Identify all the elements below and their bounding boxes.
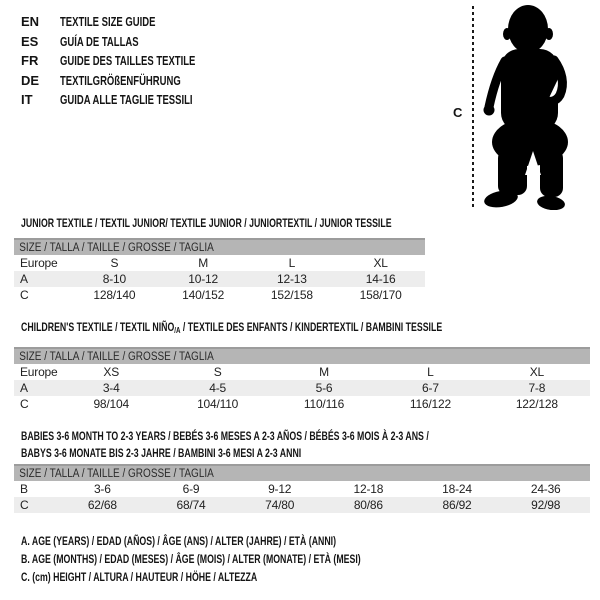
size-cell: 80/86 — [353, 498, 383, 512]
language-code: DE — [21, 72, 40, 88]
height-measure-dashed-line — [472, 6, 474, 208]
size-cell: 122/128 — [515, 397, 558, 411]
size-cell: 152/158 — [270, 288, 313, 302]
junior-section-heading: JUNIOR TEXTILE / TEXTIL JUNIOR/ TEXTILE JUNIOR / JUNIORTEXTIL / JUNIOR TESSILE — [21, 216, 392, 230]
language-code: ES — [21, 33, 39, 49]
size-cell: 24-36 — [530, 482, 561, 496]
size-cell: 86/92 — [442, 498, 472, 512]
language-title: GUÍA DE TALLAS — [60, 33, 139, 49]
language-code: IT — [21, 92, 33, 108]
junior-size-table — [14, 238, 425, 303]
size-cell: 110/116 — [303, 397, 345, 411]
language-row — [21, 71, 245, 91]
size-cell: 158/170 — [359, 288, 402, 302]
row-label: C — [20, 498, 29, 512]
footnote-c: C. (cm) HEIGHT / ALTURA / HAUTEUR / HÖHE / ALTEZZA — [21, 570, 258, 584]
size-cell: M — [198, 256, 209, 270]
language-title-block — [21, 12, 245, 110]
size-cell: XL — [373, 256, 388, 270]
language-title: TEXTILGRÖßENFÜHRUNG — [60, 72, 181, 88]
size-header-text: SIZE / TALLA / TAILLE / GRÖSSE / TAGLIA — [19, 350, 214, 363]
size-cell: 5-6 — [315, 381, 333, 395]
size-cell: S — [110, 256, 119, 270]
language-code: EN — [21, 14, 40, 30]
table-row-months — [14, 481, 590, 497]
size-header-band — [14, 238, 425, 255]
language-title: TEXTILE SIZE GUIDE — [60, 14, 156, 30]
size-cell: 140/152 — [182, 288, 225, 302]
size-cell: L — [288, 256, 296, 270]
table-row-height — [14, 287, 425, 303]
size-cell: 98/104 — [93, 397, 129, 411]
size-header-band — [14, 464, 590, 481]
row-label: A — [20, 381, 28, 395]
row-label: B — [20, 482, 28, 496]
baby-silhouette-icon — [483, 3, 585, 210]
size-cell: 4-5 — [209, 381, 226, 395]
children-heading-pre: CHILDREN'S TEXTILE / TEXTIL NIÑO — [21, 320, 175, 334]
size-cell: 12-13 — [277, 272, 307, 286]
size-cell: 104/110 — [197, 397, 239, 411]
language-row — [21, 51, 245, 71]
size-cell: 8-10 — [102, 272, 126, 286]
babies-size-table — [14, 464, 590, 513]
size-cell: S — [213, 365, 222, 379]
size-cell: 68/74 — [176, 498, 206, 512]
table-row-height — [14, 396, 590, 412]
size-cell: L — [427, 365, 434, 379]
footnote-b: B. AGE (MONTHS) / EDAD (MESES) / ÂGE (MOIS) / ALTER (MONATE) / ETÀ (MESI) — [21, 552, 361, 566]
size-cell: 14-16 — [365, 272, 396, 286]
children-size-table — [14, 347, 590, 412]
size-header-text: SIZE / TALLA / TAILLE / GRÖSSE / TAGLIA — [19, 241, 214, 254]
size-header-band — [14, 347, 590, 364]
size-cell: 9-12 — [268, 482, 292, 496]
size-cell: XS — [103, 365, 119, 379]
size-cell: 6-7 — [422, 381, 439, 395]
row-label: C — [20, 397, 29, 411]
size-cell: 18-24 — [442, 482, 472, 496]
language-row — [21, 32, 245, 52]
row-label: Europe — [20, 365, 58, 379]
language-code: FR — [21, 53, 39, 69]
size-cell: 62/68 — [87, 498, 117, 512]
children-heading-post: / TEXTILE DES ENFANTS / KINDERTEXTIL / BAMBINI TESSILE — [180, 320, 443, 334]
babies-heading-line1: BABIES 3-6 MONTH TO 2-3 YEARS / BEBÉS 3-6 MESES A 2-3 AÑOS / BÉBÉS 3-6 MOIS À 2-3 ANS / — [21, 429, 429, 443]
row-label: C — [20, 288, 29, 302]
babies-heading-line2: BABYS 3-6 MONATE BIS 2-3 JAHRE / BAMBINI 3-6 MESI A 2-3 ANNI — [21, 446, 302, 460]
size-cell: 74/80 — [265, 498, 295, 512]
size-cell: 92/98 — [531, 498, 561, 512]
table-row-europe — [14, 364, 590, 380]
size-cell: XL — [529, 365, 544, 379]
babies-section-heading — [21, 428, 429, 462]
language-row — [21, 90, 245, 110]
table-row-age — [14, 380, 590, 396]
size-cell: 3-4 — [102, 381, 120, 395]
size-cell: M — [319, 365, 329, 379]
row-label: A — [20, 272, 28, 286]
children-heading-sub: /A — [174, 325, 181, 335]
children-section-heading — [21, 321, 442, 336]
footnote-block — [21, 532, 486, 586]
size-cell: 6-9 — [182, 482, 200, 496]
language-title: GUIDE DES TAILLES TEXTILE — [60, 53, 196, 69]
row-label: Europe — [20, 256, 58, 270]
footnote-a: A. AGE (YEARS) / EDAD (AÑOS) / ÂGE (ANS) / ALTER (JAHRE) / ETÀ (ANNI) — [21, 534, 337, 548]
size-cell: 116/122 — [409, 397, 451, 411]
size-cell: 128/140 — [93, 288, 136, 302]
size-header-text: SIZE / TALLA / TAILLE / GRÖSSE / TAGLIA — [19, 467, 214, 480]
language-row — [21, 12, 245, 32]
table-row-europe — [14, 255, 425, 271]
size-cell: 3-6 — [93, 482, 111, 496]
size-cell: 7-8 — [528, 381, 546, 395]
table-row-height — [14, 497, 590, 513]
table-row-age — [14, 271, 425, 287]
size-cell: 12-18 — [353, 482, 384, 496]
height-measure-label: C — [453, 105, 463, 120]
size-cell: 10-12 — [188, 272, 218, 286]
language-title: GUIDA ALLE TAGLIE TESSILI — [60, 92, 193, 108]
